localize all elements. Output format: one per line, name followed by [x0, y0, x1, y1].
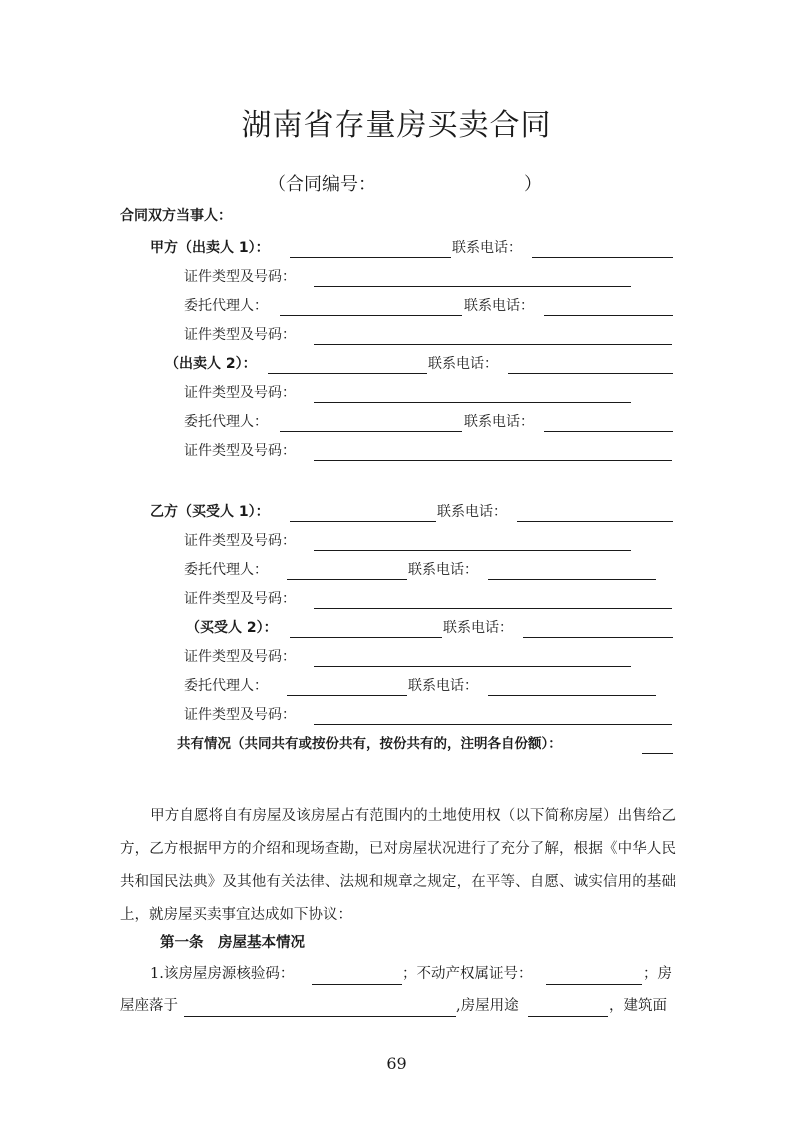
buyer1-agent-phone-field[interactable]	[488, 579, 656, 580]
buyer1-name-field[interactable]	[290, 521, 436, 522]
item1-area-label: ，建筑面	[609, 998, 667, 1014]
seller2-label: （出卖人 2）：	[165, 356, 257, 372]
buyer2-id-field[interactable]	[314, 666, 631, 667]
seller2-phone-field[interactable]	[508, 373, 673, 374]
buyer2-phone-field[interactable]	[523, 637, 673, 638]
page-number: 69	[386, 1054, 407, 1073]
seller1-phone-field[interactable]	[532, 257, 673, 258]
seller2-agent-phone-label: 联系电话：	[464, 414, 534, 430]
contract-number-open: （合同编号：	[268, 174, 376, 195]
buyer2-agent-field[interactable]	[287, 695, 407, 696]
buyer1-id-field[interactable]	[314, 550, 631, 551]
buyer1-agent-id-label: 证件类型及号码：	[184, 591, 296, 607]
intro-paragraph-text: 甲方自愿将自有房屋及该房屋占有范围内的土地使用权（以下简称房屋）出售给乙方，乙方根据甲方的介绍和现场查勘，已对房屋状况进行了充分了解，根据《中华人民共和国民法典》及其他有关法律、法规和规章之规定，在平等、自愿、诚实信用的基础上，就房屋买卖事宜达成如下协议：	[120, 808, 676, 923]
seller1-phone-label: 联系电话：	[452, 240, 522, 256]
buyer2-agent-phone-field[interactable]	[488, 695, 656, 696]
item1-house-start: ；房	[643, 966, 672, 982]
buyer2-agent-id-label: 证件类型及号码：	[184, 707, 296, 723]
seller2-id-field[interactable]	[314, 402, 631, 403]
buyer1-phone-field[interactable]	[517, 521, 673, 522]
seller1-name-field[interactable]	[290, 257, 451, 258]
buyer1-agent-field[interactable]	[287, 579, 407, 580]
intro-paragraph	[120, 800, 676, 932]
item1-certificate-label: ；不动产权属证号：	[402, 966, 533, 982]
buyer1-agent-id-field[interactable]	[314, 608, 672, 609]
verification-code-field[interactable]	[312, 984, 402, 985]
item1-usage-label: ,房屋用途	[456, 998, 519, 1014]
house-usage-field[interactable]	[528, 1016, 608, 1017]
seller2-name-field[interactable]	[268, 373, 427, 374]
parties-heading: 合同双方当事人：	[120, 208, 232, 224]
buyer2-name-field[interactable]	[290, 637, 442, 638]
buyer2-agent-id-field[interactable]	[314, 724, 672, 725]
document-title: 湖南省存量房买卖合同	[241, 108, 552, 143]
seller1-agent-id-field[interactable]	[314, 344, 672, 345]
certificate-number-field[interactable]	[546, 984, 642, 985]
item1-verification-label: 1.该房屋房源核验码：	[150, 966, 295, 982]
buyer2-phone-label: 联系电话：	[443, 620, 513, 636]
seller2-agent-id-field[interactable]	[314, 460, 672, 461]
seller1-id-label: 证件类型及号码：	[184, 269, 296, 285]
buyer1-label: 乙方（买受人 1）：	[150, 504, 270, 520]
buyer2-agent-phone-label: 联系电话：	[408, 678, 478, 694]
item1-location-label: 屋座落于	[120, 998, 178, 1014]
seller2-agent-id-label: 证件类型及号码：	[184, 443, 296, 459]
seller1-id-field[interactable]	[314, 286, 631, 287]
seller1-agent-field[interactable]	[280, 315, 462, 316]
seller1-agent-id-label: 证件类型及号码：	[184, 327, 296, 343]
co-ownership-label: 共有情况（共同共有或按份共有，按份共有的，注明各自份额）：	[177, 736, 562, 752]
buyer1-agent-label: 委托代理人：	[184, 562, 268, 578]
buyer2-label: （买受人 2）：	[186, 620, 278, 636]
seller1-label: 甲方（出卖人 1）：	[150, 240, 270, 256]
article1-title: 第一条 房屋基本情况	[160, 935, 305, 951]
contract-number-close: ）	[524, 174, 542, 195]
seller2-phone-label: 联系电话：	[428, 356, 498, 372]
buyer1-agent-phone-label: 联系电话：	[408, 562, 478, 578]
buyer2-id-label: 证件类型及号码：	[184, 649, 296, 665]
seller1-agent-phone-label: 联系电话：	[464, 298, 534, 314]
seller1-agent-label: 委托代理人：	[184, 298, 268, 314]
co-ownership-field[interactable]	[642, 753, 673, 754]
buyer1-phone-label: 联系电话：	[437, 504, 507, 520]
buyer1-id-label: 证件类型及号码：	[184, 533, 296, 549]
contract-number	[268, 170, 542, 196]
seller2-agent-field[interactable]	[280, 431, 462, 432]
buyer2-agent-label: 委托代理人：	[184, 678, 268, 694]
house-location-field[interactable]	[184, 1016, 456, 1017]
seller1-agent-phone-field[interactable]	[544, 315, 673, 316]
seller2-agent-label: 委托代理人：	[184, 414, 268, 430]
seller2-id-label: 证件类型及号码：	[184, 385, 296, 401]
seller2-agent-phone-field[interactable]	[544, 431, 673, 432]
